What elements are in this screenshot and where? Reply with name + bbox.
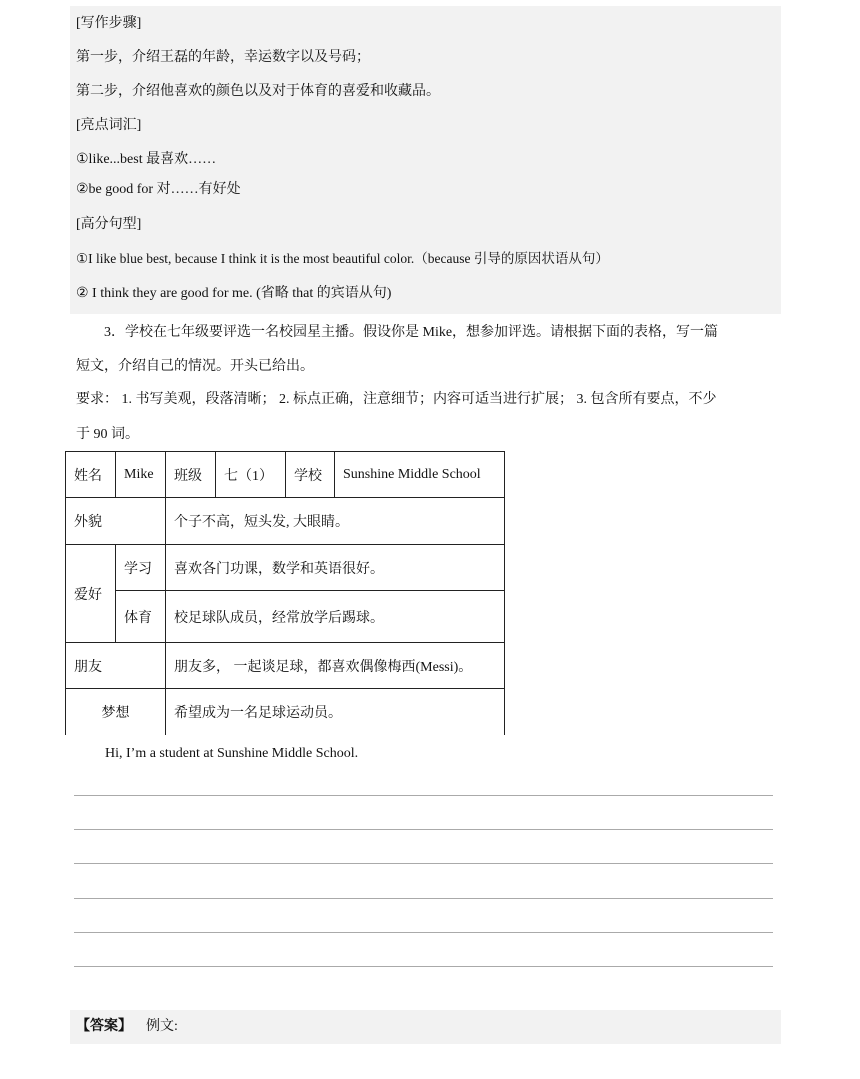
sentence-2: ② I think they are good for me. (省略 that 的宾语从句) <box>76 286 392 301</box>
table-row <box>66 689 505 735</box>
appearance-label: 外貌 <box>66 498 166 545</box>
dream-value: 希望成为一名足球运动员。 <box>166 689 505 735</box>
writing-line <box>74 829 773 830</box>
friends-value: 朋友多， 一起谈足球，都喜欢偶像梅西(Messi)。 <box>166 643 505 689</box>
writing-line <box>74 898 773 899</box>
steps-heading: [写作步骤] <box>76 16 142 31</box>
class-label: 班级 <box>166 452 216 498</box>
sentence-heading: [高分句型] <box>76 217 142 232</box>
table-row <box>66 643 505 689</box>
writing-line <box>74 932 773 933</box>
question-line-1: 3．学校在七年级要评选一名校园星主播。假设你是 Mike，想参加评选。请根据下面的表格，写一篇 <box>104 325 719 340</box>
question-line-4: 于 90 词。 <box>76 427 139 442</box>
writing-line <box>74 795 773 796</box>
dream-label: 梦想 <box>66 689 166 735</box>
class-value: 七（1） <box>216 452 286 498</box>
writing-line <box>74 863 773 864</box>
name-label: 姓名 <box>66 452 116 498</box>
vocab-1: ①like...best 最喜欢…… <box>76 152 217 167</box>
vocab-2: ②be good for 对……有好处 <box>76 182 241 197</box>
question-line-2: 短文，介绍自己的情况。开头已给出。 <box>76 359 314 374</box>
name-value: Mike <box>116 452 166 498</box>
school-value: Sunshine Middle School <box>335 452 505 498</box>
school-label: 学校 <box>286 452 335 498</box>
appearance-value: 个子不高，短头发, 大眼睛。 <box>166 498 505 545</box>
friends-label: 朋友 <box>66 643 166 689</box>
hobby-label: 爱好 <box>66 545 116 643</box>
answer-label: 【答案】 <box>76 1019 132 1034</box>
opening-sentence: Hi, I’m a student at Sunshine Middle School. <box>105 746 359 761</box>
table-row <box>66 591 505 643</box>
info-table <box>65 451 505 735</box>
writing-line <box>74 966 773 967</box>
question-line-3: 要求： 1. 书写美观，段落清晰； 2. 标点正确，注意细节；内容可适当进行扩展； 3. 包含所有要点，不少 <box>76 392 717 407</box>
sentence-1: ①I like blue best, because I think it is the most beautiful color.（because 引导的原因状语从句） <box>76 251 609 266</box>
step-2: 第二步，介绍他喜欢的颜色以及对于体育的喜爱和收藏品。 <box>76 84 440 99</box>
answer-text: 例文: <box>146 1019 178 1034</box>
table-row <box>66 545 505 591</box>
vocab-heading: [亮点词汇] <box>76 118 142 133</box>
step-1: 第一步，介绍王磊的年龄，幸运数字以及号码； <box>76 50 370 65</box>
table-row <box>66 452 505 498</box>
study-value: 喜欢各门功课，数学和英语很好。 <box>166 545 505 591</box>
sports-label: 体育 <box>116 591 166 643</box>
table-row <box>66 498 505 545</box>
sports-value: 校足球队成员，经常放学后踢球。 <box>166 591 505 643</box>
study-label: 学习 <box>116 545 166 591</box>
